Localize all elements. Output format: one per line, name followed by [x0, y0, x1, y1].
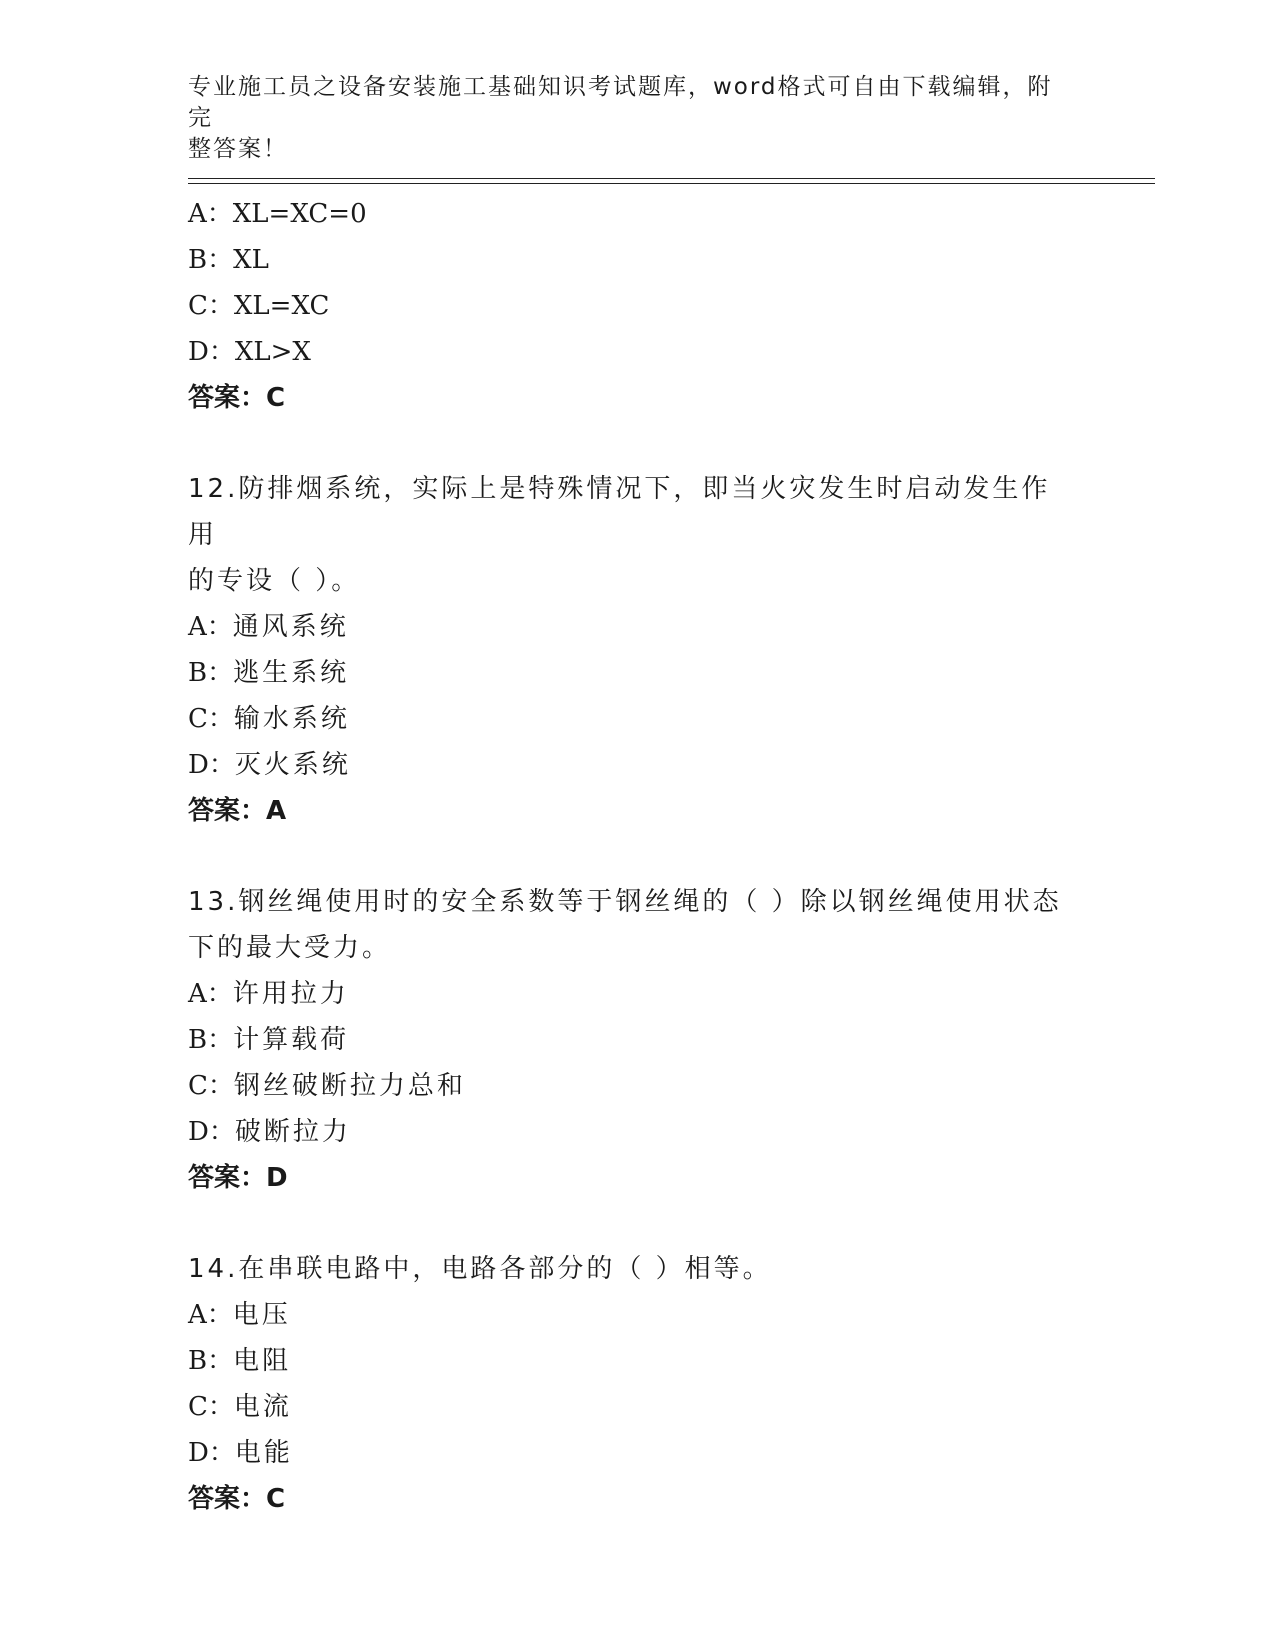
- question-13: [188, 879, 1088, 1201]
- option-a: A：许用拉力: [188, 979, 349, 1009]
- question-11: [188, 191, 1088, 421]
- question-list: [188, 191, 1088, 1522]
- option-b: B：电阻: [188, 1346, 292, 1376]
- option-d: D：灭火系统: [188, 750, 351, 780]
- option-d: D：XL>X: [188, 337, 311, 367]
- option-c: C：输水系统: [188, 704, 350, 734]
- option-b: B：逃生系统: [188, 658, 350, 688]
- question-text-line-1: 14.在串联电路中，电路各部分的（ ）相等。: [188, 1254, 772, 1284]
- question-text-line-2: 下的最大受力。: [188, 933, 392, 963]
- option-c: C：电流: [188, 1392, 292, 1422]
- header-line-1: 专业施工员之设备安装施工基础知识考试题库，word格式可自由下载编辑，附完: [188, 74, 1053, 131]
- answer: 答案：C: [188, 1484, 286, 1514]
- option-b: B：XL: [188, 245, 269, 275]
- option-d: D：破断拉力: [188, 1117, 351, 1147]
- option-a: A：通风系统: [188, 612, 349, 642]
- question-14: [188, 1246, 1088, 1522]
- option-d: D：电能: [188, 1438, 293, 1468]
- question-text-line-1: 12.防排烟系统，实际上是特殊情况下，即当火灾发生时启动发生作用: [188, 474, 1051, 550]
- option-a: A：电压: [188, 1300, 291, 1330]
- header-line-2: 整答案！: [188, 136, 288, 162]
- question-12: [188, 466, 1088, 834]
- option-c: C：钢丝破断拉力总和: [188, 1071, 466, 1101]
- answer: 答案：A: [188, 796, 287, 826]
- document-header: [188, 72, 1068, 165]
- answer: 答案：C: [188, 383, 286, 413]
- answer: 答案：D: [188, 1163, 288, 1193]
- option-b: B：计算载荷: [188, 1025, 350, 1055]
- question-text-line-1: 13.钢丝绳使用时的安全系数等于钢丝绳的（ ）除以钢丝绳使用状态: [188, 887, 1062, 917]
- header-divider-top: [188, 178, 1155, 179]
- question-text-line-2: 的专设（ ）。: [188, 566, 361, 596]
- header-divider-bottom: [188, 183, 1155, 184]
- option-a: A：XL=XC=0: [188, 199, 367, 229]
- option-c: C：XL=XC: [188, 291, 330, 321]
